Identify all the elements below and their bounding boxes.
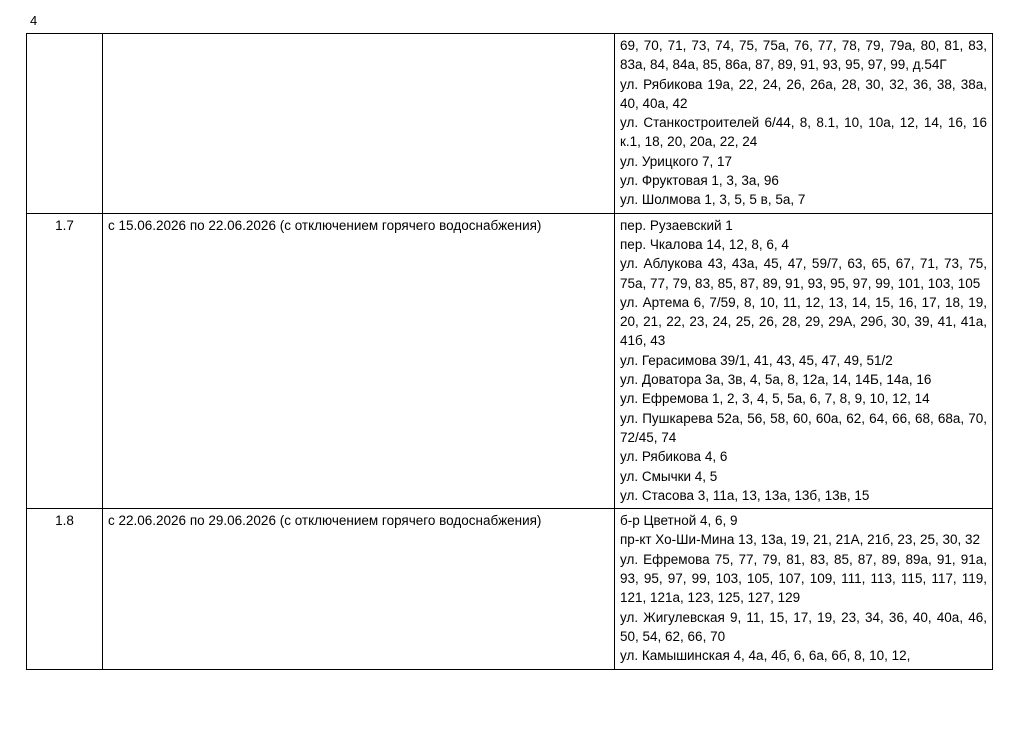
address-line: пер. Чкалова 14, 12, 8, 6, 4	[620, 236, 789, 252]
table-row	[27, 213, 993, 508]
address-line: ул. Жигулевская 9, 11, 15, 17, 19, 23, 34, 36, 40, 40а, 46, 50, 54, 62, 66, 70	[620, 609, 987, 644]
shutdown-schedule-table	[26, 33, 993, 670]
row-addresses-cell	[615, 213, 993, 508]
address-line: ул. Фруктовая 1, 3, 3а, 96	[620, 173, 779, 189]
address-line: ул. Аблукова 43, 43а, 45, 47, 59/7, 63, 65, 67, 71, 73, 75, 75а, 77, 79, 83, 85, 87, 89, 91, 93, 95, 97, 99, 101, 103, 105	[620, 256, 987, 291]
period-text: с 15.06.2026 по 22.06.2026 (с отключением горячего водоснабжения)	[108, 217, 542, 233]
address-line: ул. Пушкарева 52а, 56, 58, 60, 60а, 62, 64, 66, 68, 68а, 70, 72/45, 74	[620, 410, 987, 445]
address-line: б-р Цветной 4, 6, 9	[620, 513, 738, 529]
table-row	[27, 509, 993, 669]
row-number-cell	[27, 34, 103, 214]
table-body	[27, 34, 993, 670]
row-addresses-cell	[615, 34, 993, 214]
row-number-cell: 1.8	[27, 509, 103, 669]
address-line: ул. Станкостроителей 6/44, 8, 8.1, 10, 10а, 12, 14, 16, 16 к.1, 18, 20, 20а, 22, 24	[620, 115, 987, 150]
address-line: ул. Рябикова 4, 6	[620, 449, 728, 465]
row-addresses-cell	[615, 509, 993, 669]
address-line: ул. Стасова 3, 11а, 13, 13а, 13б, 13в, 15	[620, 487, 870, 503]
address-line: ул. Артема 6, 7/59, 8, 10, 11, 12, 13, 14, 15, 16, 17, 18, 19, 20, 21, 22, 23, 24, 25, 26, 28, 29, 29А, 29б, 30, 39, 41, 41а, 41б, 43	[620, 294, 987, 349]
address-line: пер. Рузаевский 1	[620, 217, 733, 233]
row-number-cell: 1.7	[27, 213, 103, 508]
page-number: 4	[30, 13, 38, 28]
address-line: 69, 70, 71, 73, 74, 75, 75а, 76, 77, 78, 79, 79а, 80, 81, 83, 83а, 84, 84а, 85, 86а, 87, 89, 91, 93, 95, 97, 99, д.54Г	[620, 38, 987, 73]
address-line: ул. Шолмова 1, 3, 5, 5 в, 5а, 7	[620, 192, 806, 208]
row-period-cell	[103, 213, 615, 508]
row-period-cell	[103, 509, 615, 669]
address-line: ул. Урицкого 7, 17	[620, 153, 733, 169]
address-line: ул. Рябикова 19а, 22, 24, 26, 26а, 28, 30, 32, 36, 38, 38а, 40, 40а, 42	[620, 76, 987, 111]
address-line: ул. Доватора 3а, 3в, 4, 5а, 8, 12а, 14, 14Б, 14а, 16	[620, 372, 932, 388]
address-line: ул. Герасимова 39/1, 41, 43, 45, 47, 49, 51/2	[620, 352, 893, 368]
address-line: ул. Ефремова 75, 77, 79, 81, 83, 85, 87, 89, 89а, 91, 91а, 93, 95, 97, 99, 103, 105, 107, 109, 111, 113, 115, 117, 119, 121, 121а, 123, 125, 127, 129	[620, 551, 987, 606]
period-text: с 22.06.2026 по 29.06.2026 (с отключением горячего водоснабжения)	[108, 513, 542, 529]
address-line: ул. Ефремова 1, 2, 3, 4, 5, 5а, 6, 7, 8, 9, 10, 12, 14	[620, 391, 930, 407]
address-line: ул. Смычки 4, 5	[620, 468, 718, 484]
table-row	[27, 34, 993, 214]
address-line: ул. Камышинская 4, 4а, 4б, 6, 6а, 6б, 8, 10, 12,	[620, 648, 911, 664]
row-period-cell	[103, 34, 615, 214]
address-line: пр-кт Хо-Ши-Мина 13, 13а, 19, 21, 21А, 21б, 23, 25, 30, 32	[620, 532, 980, 548]
